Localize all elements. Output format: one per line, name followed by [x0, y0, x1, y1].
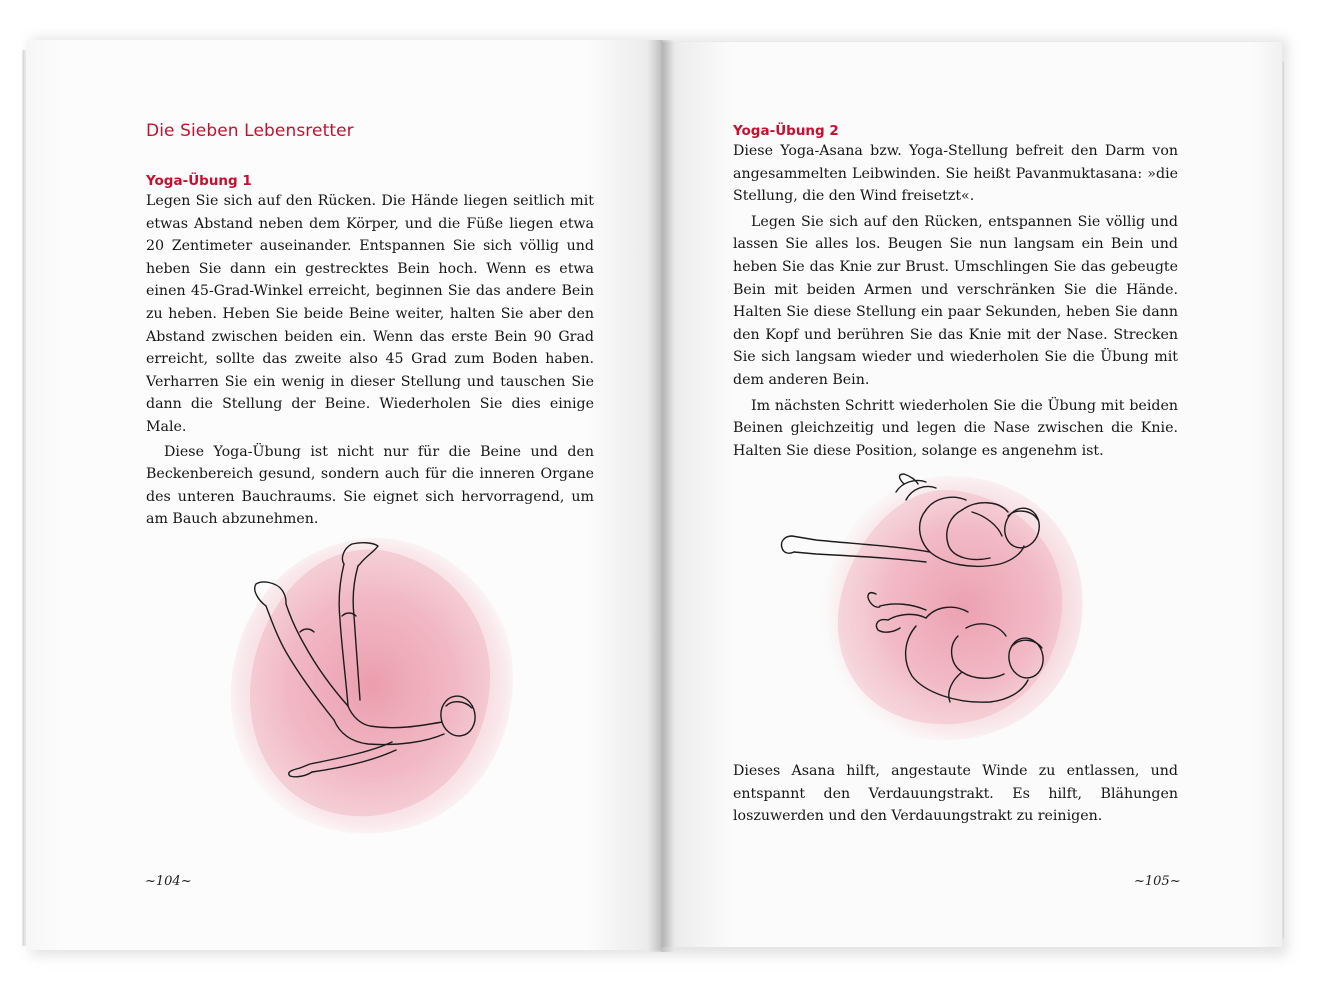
right-paragraph-1: Diese Yoga-Asana bzw. Yoga-Stellung befreit den Darm von angesammelten Leibwinden. Sie heißt Pavanmuktasana: »die Stellung, die den Wind freisetzt«. [733, 143, 1178, 205]
running-head: Die Sieben Lebensretter [146, 121, 354, 141]
right-caption [733, 760, 1178, 828]
yoga-leg-raise-illustration [220, 520, 520, 850]
left-paragraph-1: Legen Sie sich auf den Rücken. Die Hände liegen seitlich mit etwas Abstand neben dem Körper, und die Füße liegen etwa 20 Zentimeter auseinander. Entspannen Sie sich völlig und heben Sie dann ein gestrecktes Bein hoch. Wenn es etwa einen 45-Grad-Winkel erreicht, beginnen Sie das andere Bein zu heben. Heben Sie beide Beine weiter, halten Sie aber den Abstand zwischen beiden ein. Wenn das erste Bein 90 Grad erreicht, sollte das zweite also 45 Grad zum Boden haben. Verharren Sie ein wenig in dieser Stellung und tauschen Sie dann die Stellung der Beine. Wiederholen Sie dies einige Male. [146, 193, 594, 435]
right-caption-text: Dieses Asana hilft, angestaute Winde zu entlassen, und entspannt den Verdauungstrakt. Es hilft, Blähungen loszuwerden und den Verdauungstrakt zu reinigen. [733, 763, 1178, 825]
right-paragraph-2: Legen Sie sich auf den Rücken, entspannen Sie völlig und lassen Sie alles los. Beugen Sie nun langsam ein Bein und heben Sie das Knie zur Brust. Umschlingen Sie das gebeugte Bein mit beiden Armen und verschränken Sie die Hände. Halten Sie diese Stellung ein paar Sekunden, heben Sie dann den Kopf und berühren Sie das Knie mit der Nase. Strecken Sie sich langsam wieder und wiederholen Sie die Übung mit dem anderen Bein. [733, 213, 1178, 388]
exercise-title-2: Yoga-Übung 2 [733, 123, 839, 139]
exercise-title-1: Yoga-Übung 1 [146, 173, 252, 189]
pavanmuktasana-illustration [776, 470, 1106, 750]
book-gutter [648, 40, 674, 952]
left-body-text [146, 190, 594, 531]
page-number-left: ~104~ [145, 874, 192, 889]
left-paragraph-2: Diese Yoga-Übung ist nicht nur für die Beine und den Beckenbereich gesund, sondern auch für die inneren Organe des unteren Bauchraums. Sie eignet sich hervorragend, um am Bauch abzunehmen. [146, 443, 594, 528]
right-paragraph-3: Im nächsten Schritt wiederholen Sie die Übung mit beiden Beinen gleichzeitig und legen die Nase zwischen die Knie. Halten Sie diese Position, solange es angenehm ist. [733, 397, 1178, 459]
page-number-right: ~105~ [1134, 874, 1181, 889]
right-body-text [733, 140, 1178, 462]
